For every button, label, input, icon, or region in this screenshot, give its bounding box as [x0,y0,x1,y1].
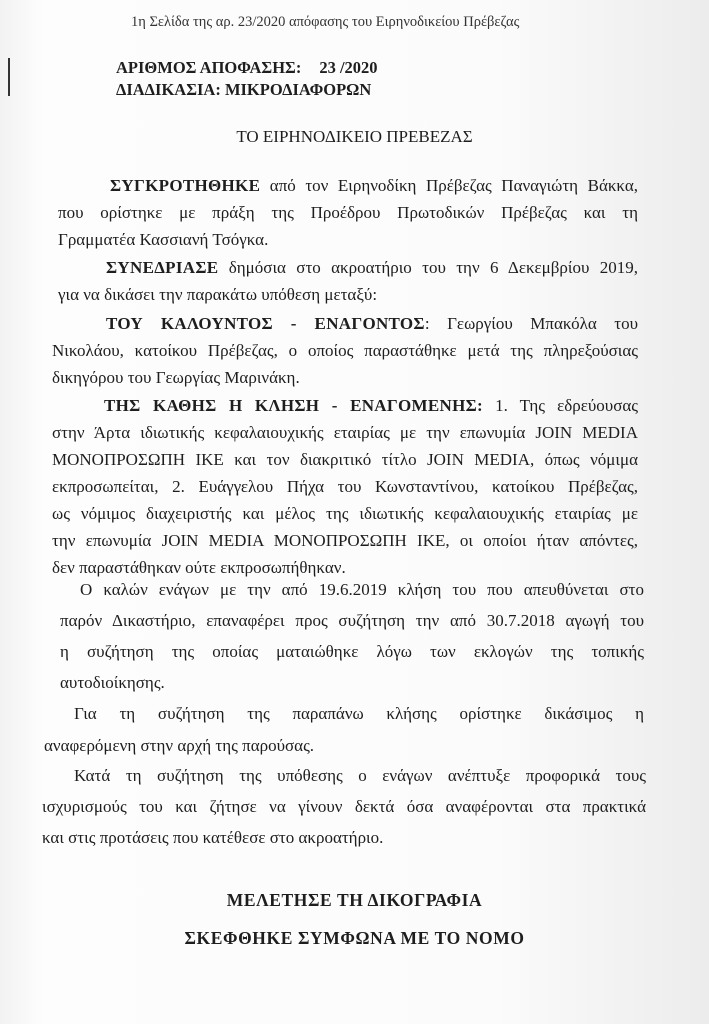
paragraph-line: την επωνυμία JOIN MEDIA ΜΟΝΟΠΡΟΣΩΠΗ ΙΚΕ, οι οποίοι ήταν απόντες, [52,531,638,550]
paragraph-line: ΣΥΝΕΔΡΙΑΣΕ δημόσια στο ακροατήριο του την 6 Δεκεμβρίου 2019, [106,258,639,277]
paragraph-line: ΜΟΝΟΠΡΟΣΩΠΗ ΙΚΕ και τον διακριτικό τίτλο JOIN MEDIA, όπως νόμιμα [52,450,638,469]
body-paragraph-2 [44,698,644,762]
paragraph-line: Για τη συζήτηση της παραπάνω κλήσης ορίστηκε δικάσιμος η [74,704,644,723]
body-paragraph-1 [60,574,644,698]
decision-number: 23 /2020 [319,58,378,77]
plaintiff-paragraph [52,310,638,391]
session-paragraph [58,254,638,308]
paragraph-line: δεν παραστάθηκαν ούτε εκπροσωπήθηκαν. [52,558,346,577]
procedure-line: ΔΙΑΔΙΚΑΣΙΑ: ΜΙΚΡΟΔΙΑΦΟΡΩΝ [116,80,372,99]
paragraph-line: Γραμματέα Κασσιανή Τσόγκα. [58,230,269,249]
paragraph-line: Ο καλών ενάγων με την από 19.6.2019 κλήση του που απευθύνεται στο [80,580,644,599]
closing-heading-2: ΣΚΕΦΘΗΚΕ ΣΥΜΦΩΝΑ ΜΕ ΤΟ ΝΟΜΟ [184,928,525,948]
paragraph-line: στην Άρτα ιδιωτικής κεφαλαιουχικής εταιρίας με την επωνυμία JOIN MEDIA [52,423,638,442]
paragraph-line: ΣΥΓΚΡΟΤΗΘΗΚΕ από τον Ειρηνοδίκη Πρέβεζας Παναγιώτη Βάκκα, [110,176,639,195]
body-paragraph-3 [42,760,646,853]
closing-heading-1: ΜΕΛΕΤΗΣΕ ΤΗ ΔΙΚΟΓΡΑΦΙΑ [226,890,483,910]
paragraph-line: αναφερόμενη στην αρχή της παρούσας. [44,736,315,755]
paragraph-line: παρόν Δικαστήριο, επαναφέρει προς συζήτηση την από 30.7.2018 αγωγή του [60,611,644,630]
paragraph-line: δικηγόρου του Γεωργίας Μαρινάκη. [52,368,300,387]
court-title: ΤΟ ΕΙΡΗΝΟΔΙΚΕΙΟ ΠΡΕΒΕΖΑΣ [236,127,473,146]
defendants-paragraph [52,392,638,581]
paragraph-line: για να δικάσει την παρακάτω υπόθεση μεταξύ: [58,285,378,304]
paragraph-line: και στις προτάσεις που κατέθεσε στο ακροατήριο. [42,828,384,847]
composition-paragraph [58,172,638,253]
paragraph-line: ΤΗΣ ΚΑΘΗΣ Η ΚΛΗΣΗ - ΕΝΑΓΟΜΕΝΗΣ: 1. Της εδρεύουσας [104,396,639,415]
paragraph-line: εκπροσωπείται, 2. Ευάγγελου Πήχα του Κωνσταντίνου, κατοίκου Πρέβεζας, [52,477,638,496]
paragraph-line: που ορίστηκε με πράξη της Προέδρου Πρωτοδικών Πρέβεζας και τη [58,203,638,222]
margin-mark [8,58,10,96]
decision-number-line [116,58,378,78]
paragraph-line: αυτοδιοίκησης. [60,673,165,692]
paragraph-line: ΤΟΥ ΚΑΛΟΥΝΤΟΣ - ΕΝΑΓΟΝΤΟΣ: Γεωργίου Μπακόλα του [106,314,638,333]
paragraph-line: Νικολάου, κατοίκου Πρέβεζας, ο οποίος παραστάθηκε μετά της πληρεξούσιας [52,341,638,360]
page-header: 1η Σελίδα της αρ. 23/2020 απόφασης του Ειρηνοδικείου Πρέβεζας [131,14,520,30]
paragraph-line: ως νόμιμος διαχειριστής και μέλος της ιδιωτικής κεφαλαιουχικής εταιρίας με [52,504,638,523]
paragraph-line: ισχυρισμούς του και ζήτησε να γίνουν δεκτά όσα αναφέρονται στα πρακτικά [42,797,646,816]
decision-label: ΑΡΙΘΜΟΣ ΑΠΟΦΑΣΗΣ: [116,58,302,77]
paragraph-line: η συζήτηση της οποίας ματαιώθηκε λόγω των εκλογών της τοπικής [60,642,644,661]
paragraph-line: Κατά τη συζήτηση της υπόθεσης ο ενάγων ανέπτυξε προφορικά τους [74,766,646,785]
